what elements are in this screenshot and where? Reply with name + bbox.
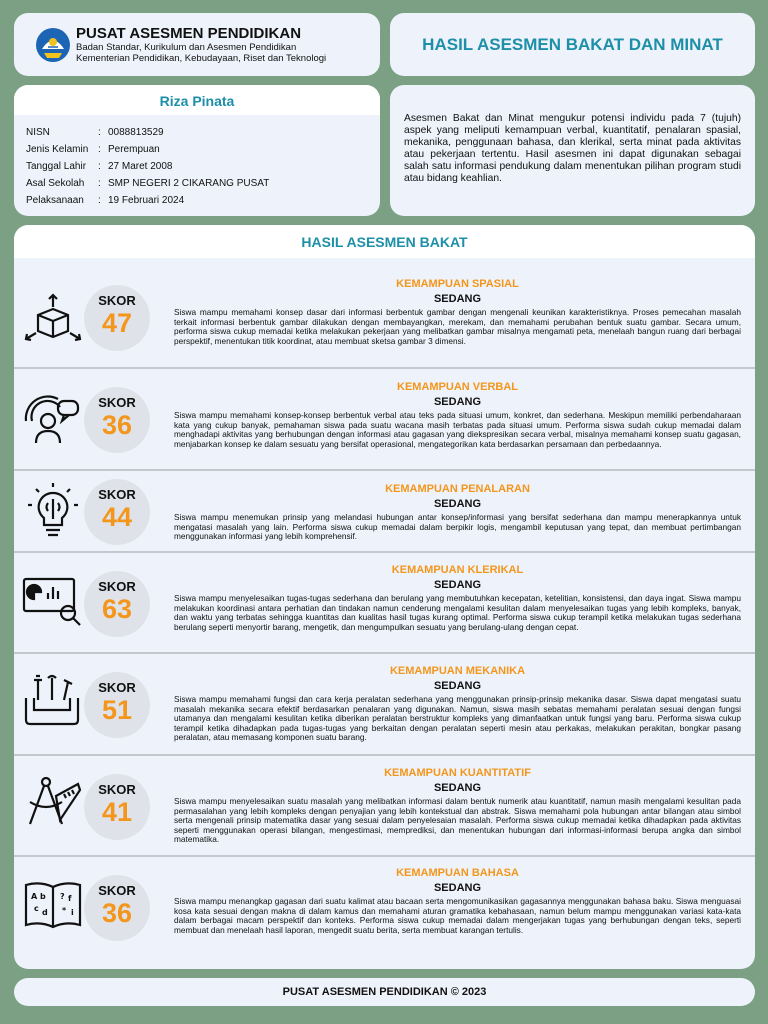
info-row-school: Asal Sekolah : SMP NEGERI 2 CIKARANG PUSAT: [26, 178, 269, 195]
chart-magnifier-icon: [22, 569, 84, 631]
score-circle: [84, 479, 150, 545]
score-label: SKOR: [98, 487, 136, 502]
3d-box-icon: [22, 289, 84, 351]
section-title: KEMAMPUAN PENALARAN: [385, 483, 530, 495]
section-title: KEMAMPUAN BAHASA: [396, 867, 519, 879]
score-value: 47: [101, 308, 133, 338]
section-description: Siswa mampu menyelesaikan tugas-tugas sederhana dan berulang yang membutuhkan kecepatan, ketelitian, konsistensi, dan daya ingat. Siswa mampu melakukan koordinasi antara perhatian dan tindakan namun cenderung mengalami kesulitan dalam menyelesaikan tugas yang lebih kompleks, banyak, dan waktu yang terbatas sehingga kuantitas dan kualitas hasil tugas kurang optimal. Performa siswa cukup terampil ketika melakukan tugas sederhana berulang seperti menyortir barang, mengetik, dan mengumpulkan sesuatu yang berulang-ulang dengan cepat.: [174, 593, 741, 632]
svg-text:?: ?: [60, 892, 65, 901]
section-level: SEDANG: [433, 498, 482, 510]
section-level: SEDANG: [433, 579, 482, 591]
section-level: SEDANG: [433, 882, 482, 894]
score-circle: [84, 672, 150, 738]
info-label: Pelaksanaan: [26, 195, 84, 206]
section-verbal: [14, 369, 755, 471]
speaking-person-icon: [22, 391, 84, 453]
info-value: 0088813529: [108, 127, 164, 138]
footer: [14, 978, 755, 1006]
score-label: SKOR: [98, 680, 136, 695]
score-label: SKOR: [98, 395, 136, 410]
section-level: SEDANG: [433, 680, 482, 692]
section-title: KEMAMPUAN SPASIAL: [396, 278, 519, 290]
header-organization-card: [14, 13, 380, 76]
section-level: SEDANG: [433, 782, 482, 794]
score-value: 41: [101, 797, 133, 827]
info-row-gender: Jenis Kelamin : Perempuan: [26, 144, 269, 161]
info-row-nisn: NISN : 0088813529: [26, 127, 269, 144]
section-spasial: [14, 265, 755, 369]
svg-text:c: c: [34, 904, 39, 913]
score-circle: [84, 285, 150, 351]
info-value: 27 Maret 2008: [108, 161, 173, 172]
student-info-card: [14, 85, 380, 216]
section-kuantitatif: [14, 756, 755, 857]
description-card: [390, 85, 755, 216]
section-level: SEDANG: [433, 293, 482, 305]
svg-text:*: *: [62, 906, 67, 915]
organization-subtitle-1: Badan Standar, Kurikulum dan Asesmen Pendidikan: [76, 42, 297, 53]
report-title-card: [390, 13, 755, 76]
score-label: SKOR: [98, 782, 136, 797]
info-label: Jenis Kelamin: [26, 144, 89, 155]
score-value: 63: [101, 594, 133, 624]
section-klerikal: [14, 553, 755, 654]
svg-text:f: f: [68, 894, 72, 903]
svg-text:i: i: [71, 908, 74, 917]
lightbulb-brain-icon: [22, 481, 84, 543]
info-row-birthdate: Tanggal Lahir : 27 Maret 2008: [26, 161, 269, 178]
info-row-date: Pelaksanaan : 19 Februari 2024: [26, 195, 269, 212]
score-circle: [84, 571, 150, 637]
score-label: SKOR: [98, 883, 136, 898]
info-value: SMP NEGERI 2 CIKARANG PUSAT: [108, 178, 270, 189]
section-description: Siswa mampu memahami konsep-konsep berbentuk verbal atau teks pada situasi umum, konkret, dan sederhana. Meskipun memiliki perbendaharaan kata yang cukup banyak, pemahaman siswa pada suatu wacana masih terbatas pada situasi umum. Performa siswa sudah cukup memadai dalam menghadapi aktivitas yang berhubungan dengan informasi atau gagasan yang diekspresikan secara verbal, misalnya memahami konsep suatu gagasan, menjabarkan konsep ke dalam sesuatu yang bersifat operasional, mengategorikan kata berdasarkan persamaan dan perbedaannya.: [174, 410, 741, 449]
score-value: 51: [101, 695, 133, 725]
section-title: KEMAMPUAN VERBAL: [397, 381, 518, 393]
organization-title: PUSAT ASESMEN PENDIDIKAN: [76, 25, 302, 42]
section-description: Siswa mampu menyelesaikan suatu masalah yang melibatkan informasi dalam bentuk numerik atau kuantitatif, namun masih mengalami kesulitan pada permasalahan yang lebih kompleks dengan penyajian yang lebih kontekstual dan abstrak. Siswa memahami pola hubungan antar bilangan atau simbol serta mengenali prinsip matematika dasar yang sesuai dalam penyelesaian masalah. Performa siswa cukup memadai ketika dihadapkan pada aktivitas seperti menggunakan operasi bilangan, mengestimasi, memprediksi, dan menentukan hubungan dari informasi-informasi berupa angka dan simbol matematika.: [174, 796, 741, 845]
svg-text:d: d: [42, 908, 48, 917]
info-value: 19 Februari 2024: [108, 195, 185, 206]
info-label: NISN: [26, 127, 50, 138]
score-label: SKOR: [98, 293, 136, 308]
section-description: Siswa mampu memahami fungsi dan cara kerja peralatan sederhana yang menggunakan prinsip-prinsip mekanika dasar. Siswa dapat mengatasi suatu masalah mekanika secara efektif berdasarkan penalaran yang digunakan. Namun, siswa masih sebatas memahami peralatan sesuai dengan fungsi utamanya dan mengalami kesulitan ketika diberikan peralatan berstruktur kompleks yang dimanfaatkan untuk fungsi yang baru. Performa siswa cukup terampil ketika dihadapkan pada tugas-tugas yang berkaitan dengan peralatan seperti mesin atau perkakas, melakukan perakitan, bongkar pasang peralatan, atau memasang komponen suatu barang.: [174, 694, 741, 743]
score-value: 36: [101, 410, 133, 440]
section-title: KEMAMPUAN KUANTITATIF: [384, 767, 531, 779]
compass-ruler-icon: [22, 772, 84, 834]
section-penalaran: [14, 471, 755, 553]
student-name: Riza Pinata: [159, 93, 235, 109]
aptitude-results-title: HASIL ASESMEN BAKAT: [301, 234, 468, 250]
section-description: Siswa mampu memahami konsep dasar dari informasi berbentuk gambar dengan mengenali keunikan karakteristiknya. Proses pemecahan masalah terkait informasi berbentuk gambar dilakukan dengan membayangkan, merekam, dan memahami perubahan bentuk suatu gambar. Secara umum, performa siswa cukup memadai ketika melakukan pekerjaan yang melibatkan gambar misalnya mengamati peta, menelaah bangun ruang dari berbagai perspektif, menentukan titik koordinat, atau membuat sketsa gambar 3 dimensi.: [174, 307, 741, 346]
section-level: SEDANG: [433, 396, 482, 408]
score-circle: [84, 774, 150, 840]
svg-text:A: A: [31, 892, 38, 901]
svg-text:b: b: [40, 892, 46, 901]
score-value: 36: [101, 898, 133, 928]
section-description: Siswa mampu menemukan prinsip yang melandasi hubungan antar konsep/informasi yang bersifat sederhana dan mampu menerapkannya untuk mengatasi masalah yang lain. Performa siswa cukup memadai dalam berpikir logis, mengambil keputusan yang tepat, dan membuat pertimbangan menggunakan informasi yang lebih komprehensif.: [174, 512, 741, 542]
description-text: Asesmen Bakat dan Minat mengukur potensi individu pada 7 (tujuh) aspek yang meliputi kemampuan verbal, kuantitatif, penalaran spasial, mekanika, penggunaan bahasa, dan klerikal, serta minat pada aktivitas atau pekerjaan tertentu. Hasil asesmen ini dapat digunakan sebagai salah satu informasi pendukung dalam menentukan pilihan program studi atau bidang keahlian.: [404, 113, 741, 184]
score-label: SKOR: [98, 579, 136, 594]
section-title: KEMAMPUAN KLERIKAL: [391, 564, 524, 576]
footer-copyright: PUSAT ASESMEN PENDIDIKAN © 2023: [282, 986, 487, 998]
info-value: Perempuan: [108, 144, 160, 155]
open-book-icon: [22, 875, 84, 937]
section-bahasa: [14, 857, 755, 969]
organization-subtitle-2: Kementerian Pendidikan, Kebudayaan, Riset dan Teknologi: [76, 53, 327, 64]
info-label: Asal Sekolah: [26, 178, 85, 189]
tut-wuri-handayani-logo-icon: [34, 27, 72, 63]
toolbox-icon: [22, 670, 84, 732]
section-title: KEMAMPUAN MEKANIKA: [389, 665, 526, 677]
score-circle: [84, 875, 150, 941]
score-circle: [84, 387, 150, 453]
section-mekanika: [14, 654, 755, 756]
aptitude-results-card: [14, 225, 755, 969]
section-description: Siswa mampu menangkap gagasan dari suatu kalimat atau bacaan serta mengomunikasikan gagasannya menggunakan bahasa baku. Siswa menguasai kosa kata sesuai dengan makna di dalam kamus dan memahami aturan gramatika kebahasaan, namun belum mampu menggunakan variasi kata-kata dalam berbagai macam perspektif dan konteks. Performa siswa cukup memadai dalam mengerjakan tugas yang berhubungan dengan teks, seperti membuat dan menelaah hasil laporan, mengedit suatu berita, serta membuat karangan tertulis.: [174, 896, 741, 935]
report-title: HASIL ASESMEN BAKAT DAN MINAT: [422, 35, 723, 54]
score-value: 44: [101, 502, 133, 532]
info-label: Tanggal Lahir: [26, 161, 87, 172]
student-info-list: [26, 127, 269, 212]
